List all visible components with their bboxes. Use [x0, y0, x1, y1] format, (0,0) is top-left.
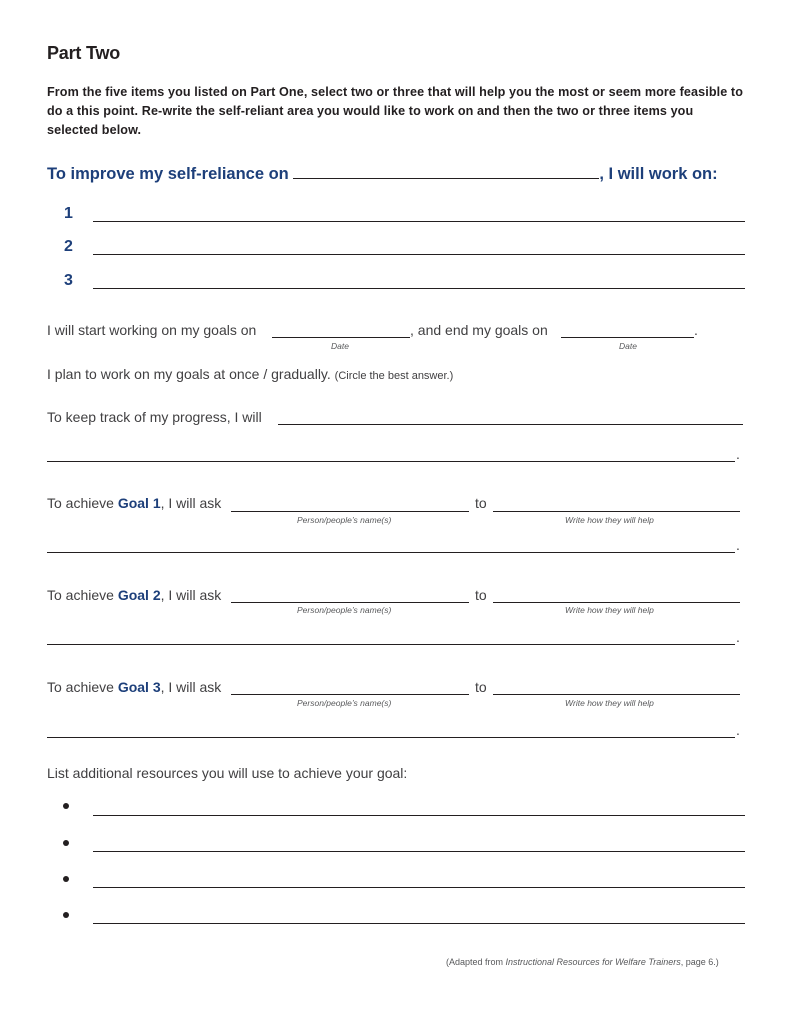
- item-number-2: 2: [64, 238, 73, 255]
- item-1-field[interactable]: [93, 221, 745, 222]
- bullet-icon: [63, 803, 69, 809]
- goal-3-label: Goal 3: [117, 679, 161, 695]
- goal-3-help-field[interactable]: [493, 694, 740, 695]
- goal-2-label: Goal 2: [117, 587, 161, 603]
- plan-statement: [47, 366, 453, 382]
- item-number-3: 3: [64, 272, 73, 289]
- resource-field-1[interactable]: [93, 815, 745, 816]
- goal-1-person-caption: Person/people’s name(s): [297, 515, 392, 525]
- goal-3-to: to: [475, 679, 487, 695]
- self-reliance-area-field[interactable]: [293, 164, 599, 179]
- goal-2-person-field[interactable]: [231, 602, 469, 603]
- goal-3-person-caption: Person/people’s name(s): [297, 698, 392, 708]
- source-title: Instructional Resources for Welfare Trainers: [505, 957, 681, 967]
- goal-1-person-field[interactable]: [231, 511, 469, 512]
- progress-field-line-2[interactable]: [47, 461, 735, 462]
- goal-3-period: .: [736, 722, 740, 738]
- item-2-field[interactable]: [93, 254, 745, 255]
- goal-2-person-caption: Person/people’s name(s): [297, 605, 392, 615]
- goal-1-label: Goal 1: [117, 495, 161, 511]
- start-date-label: I will start working on my goals on: [47, 322, 257, 338]
- resource-field-4[interactable]: [93, 923, 745, 924]
- start-date-field[interactable]: [272, 337, 410, 338]
- resources-label: List additional resources you will use to achieve your goal:: [47, 765, 408, 781]
- goal-3-help-caption: Write how they will help: [565, 698, 654, 708]
- item-number-1: 1: [64, 205, 73, 222]
- goal-2-to: to: [475, 587, 487, 603]
- goal-1-help-field[interactable]: [493, 511, 740, 512]
- goal-1-help-caption: Write how they will help: [565, 515, 654, 525]
- plan-note: (Circle the best answer.): [334, 370, 454, 382]
- resource-field-2[interactable]: [93, 851, 745, 852]
- goal-2-statement: To achieve Goal 2, I will ask: [47, 587, 222, 603]
- end-date-period: .: [694, 322, 698, 338]
- goal-2-field-line-2[interactable]: [47, 644, 735, 645]
- progress-label: To keep track of my progress, I will: [47, 409, 262, 425]
- goal-2-help-field[interactable]: [493, 602, 740, 603]
- goal-2-period: .: [736, 629, 740, 645]
- end-date-field[interactable]: [561, 337, 694, 338]
- bullet-icon: [63, 840, 69, 846]
- bullet-icon: [63, 912, 69, 918]
- bullet-icon: [63, 876, 69, 882]
- progress-period: .: [736, 446, 740, 462]
- goal-1-period: .: [736, 537, 740, 553]
- item-3-field[interactable]: [93, 288, 745, 289]
- self-reliance-headline: [47, 164, 718, 184]
- headline-suffix: , I will work on:: [599, 165, 718, 183]
- goal-3-statement: To achieve Goal 3, I will ask: [47, 679, 222, 695]
- start-date-caption: Date: [331, 341, 349, 351]
- intro-instructions: From the five items you listed on Part One, select two or three that will help you the most or seem more feasible to do a this point. Re-write the self-reliant area you would like to work on and then the two or three items you selected below.: [47, 85, 744, 137]
- progress-field-line-1[interactable]: [278, 424, 743, 425]
- end-date-label: , and end my goals on: [410, 322, 548, 338]
- goal-1-statement: To achieve Goal 1, I will ask: [47, 495, 222, 511]
- plan-text: I plan to work on my goals at once / gradually.: [47, 366, 331, 382]
- resource-field-3[interactable]: [93, 887, 745, 888]
- goal-1-field-line-2[interactable]: [47, 552, 735, 553]
- goal-2-help-caption: Write how they will help: [565, 605, 654, 615]
- page-title: Part Two: [47, 43, 121, 63]
- goal-3-person-field[interactable]: [231, 694, 469, 695]
- goal-1-to: to: [475, 495, 487, 511]
- source-citation: (Adapted from Instructional Resources for Welfare Trainers, page 6.): [446, 957, 719, 967]
- goal-3-field-line-2[interactable]: [47, 737, 735, 738]
- headline-prefix: To improve my self-reliance on: [47, 165, 289, 183]
- end-date-caption: Date: [619, 341, 637, 351]
